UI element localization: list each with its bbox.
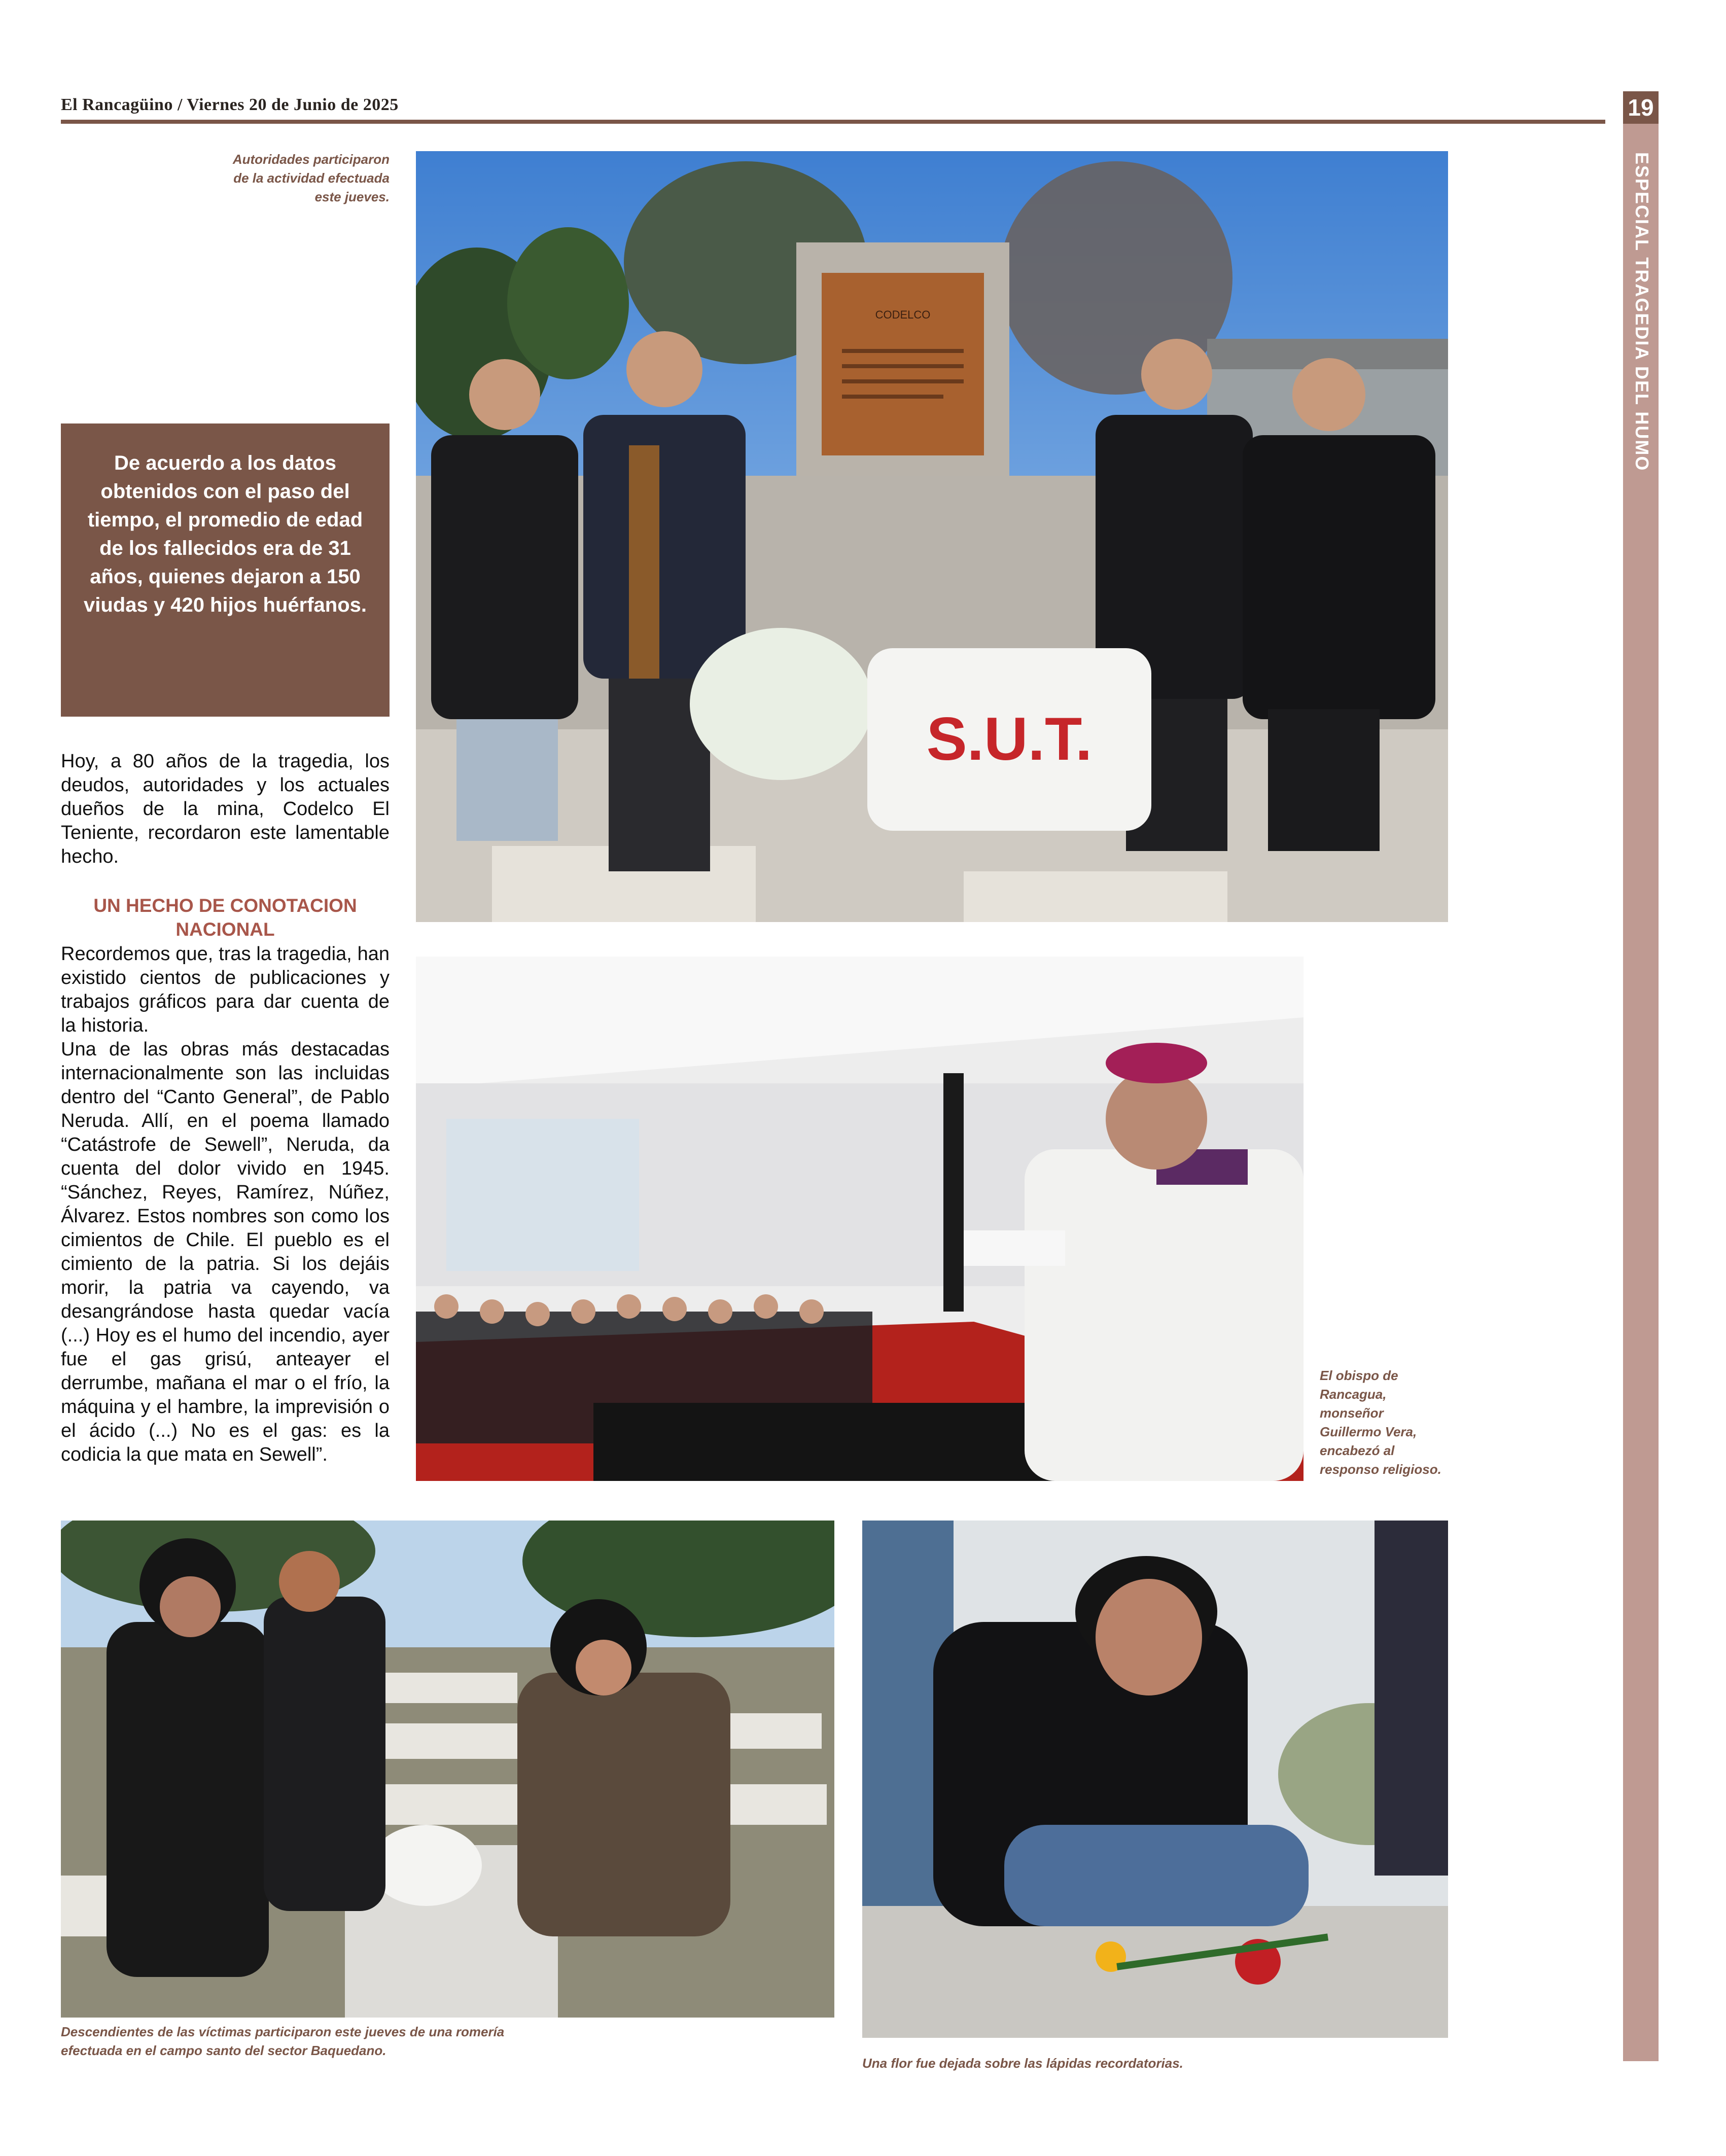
person xyxy=(583,415,746,679)
caption-authorities: Autoridades participaron de la actividad efectuada este jueves. xyxy=(232,152,390,204)
plaque-logo: CODELCO xyxy=(875,308,931,321)
section-label: ESPECIAL TRAGEDIA DEL HUMO xyxy=(1632,152,1652,472)
page-number: 19 xyxy=(1623,91,1659,124)
masthead: El Rancagüino / Viernes 20 de Junio de 2025 xyxy=(61,95,399,114)
woman-relative xyxy=(264,1597,385,1911)
person xyxy=(431,435,578,719)
article-intro: Hoy, a 80 años de la tragedia, los deudos, autoridades y los actuales dueños de la mina, Codelco El Teniente, recordaron este lamentable hecho. xyxy=(61,751,390,867)
flowers xyxy=(370,1825,482,1906)
caption-relatives: Descendientes de las víctimas participaron este jueves de una romería efectuada en el campo santo del sector Baquedano. xyxy=(61,2024,505,2058)
caption-flower: Una flor fue dejada sobre las lápidas recordatorias. xyxy=(862,2056,1183,2071)
issue-date: Viernes 20 de Junio de 2025 xyxy=(187,95,399,114)
caption-bishop: El obispo de Rancagua, monseñor Guillermo Vera, encabezó al responso religioso. xyxy=(1320,1368,1441,1477)
paper-name: El Rancagüino xyxy=(61,95,173,114)
bishop xyxy=(1025,1149,1304,1481)
wreath-text: S.U.T. xyxy=(926,705,1093,773)
article-paragraph: Recordemos que, tras la tragedia, han existido cientos de publicaciones y trabajos gráficos para dar cuenta de la historia. xyxy=(61,943,390,1036)
photo-flower-tombstone xyxy=(862,1521,1448,2038)
woman-laying-flowers xyxy=(517,1673,730,1936)
photo-relatives-cemetery xyxy=(61,1521,834,2018)
pull-quote: De acuerdo a los datos obtenidos con el paso del tiempo, el promedio de edad de los fallecidos era de 31 años, quienes dejaron a 150 viudas y 420 hijos huérfanos. xyxy=(61,423,390,717)
woman-relative xyxy=(107,1622,269,1977)
wreath xyxy=(690,628,872,780)
article-subhead: UN HECHO DE CONOTACION NACIONAL xyxy=(93,895,357,940)
person xyxy=(1243,435,1435,719)
photo-bishop-ceremony xyxy=(416,957,1304,1481)
header-rule xyxy=(61,120,1605,124)
photo-authorities-monument xyxy=(416,151,1448,922)
article-paragraph-neruda: Una de las obras más destacadas internacionalmente son las incluidas dentro del “Canto General”, de Pablo Neruda. Allí, en el poema llamado “Catástrofe de Sewell”, Neruda, da cuenta del dolor vivido en 1945. “Sánchez, Reyes, Ramírez, Núñez, Álvarez. Estos nombres son como los cimientos de Chile. El pueblo es el cimiento de la patria. Si los dejáis morir, la patria va cayendo, va desangrándose hasta quedar vacía (...) Hoy es el humo del incendio, ayer fue el gas grisú, anteayer el derrumbe, mañana el mar o el frío, la máquina y el hambre, la imprevisión o el ácido (...) No es el gas: es la codicia la que mata en Sewell”. xyxy=(61,1039,390,1465)
